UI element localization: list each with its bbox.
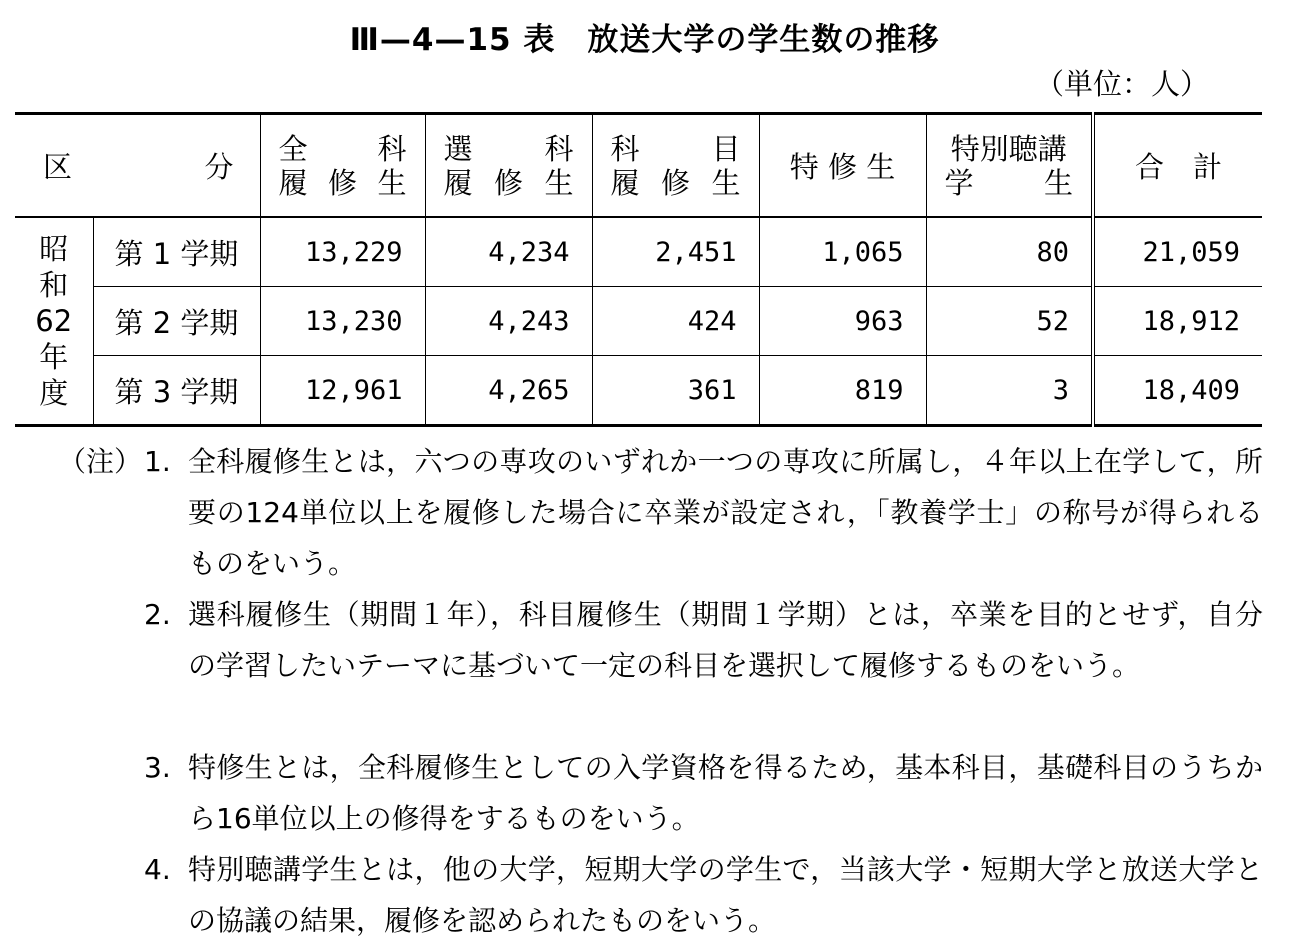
header-text: 特別聴講 — [950, 131, 1067, 166]
note-number: 4. — [144, 853, 171, 886]
header-text: 生 — [1043, 165, 1073, 200]
header-full-course — [260, 114, 425, 218]
header-auditing-student — [926, 114, 1093, 218]
header-subject-course — [592, 114, 759, 218]
table-row — [15, 287, 1262, 356]
notes-label: （注） — [58, 445, 143, 478]
cell-full-course: 13,229 — [260, 217, 425, 287]
header-text: 目 — [711, 131, 741, 166]
header-elective-course — [425, 114, 592, 218]
note-item — [144, 589, 1263, 691]
cell-full-course: 13,230 — [260, 287, 425, 356]
header-text: 生 — [544, 165, 574, 200]
header-section-b: 分 — [204, 150, 234, 184]
table-title: Ⅲ—4—15 表 放送大学の学生数の推移 — [349, 22, 940, 58]
cell-subject-course: 361 — [592, 356, 759, 426]
header-text: 修 — [327, 165, 357, 200]
header-text: 全 — [278, 131, 308, 166]
unit-label: （単位：人） — [1034, 67, 1209, 101]
cell-elective-course: 4,243 — [425, 287, 592, 356]
note-item — [144, 742, 1263, 844]
note-text: 選科履修生（期間１年），科目履修生（期間１学期）とは，卒業を目的とせず，自分の学習したいテーマに基づいて一定の科目を選択して履修するものをいう。 — [188, 598, 1263, 682]
cell-full-course: 12,961 — [260, 356, 425, 426]
note-item — [144, 844, 1263, 946]
note-text: 特別聴講学生とは，他の大学，短期大学の学生で，当該大学・短期大学と放送大学との協議の結果，履修を認められたものをいう。 — [188, 853, 1263, 937]
cell-auditing-student: 3 — [926, 356, 1093, 426]
note-text: 特修生とは，全科履修生としての入学資格を得るため，基本科目，基礎科目のうちから16単位以上の修得をするものをいう。 — [188, 751, 1263, 835]
table-row — [15, 356, 1262, 426]
note-number: 1. — [144, 445, 171, 478]
header-special-student: 特 修 生 — [759, 114, 926, 218]
era-char: 年 — [39, 340, 69, 374]
header-text: 修 — [493, 165, 523, 200]
header-text: 履 — [278, 165, 308, 200]
cell-auditing-student: 52 — [926, 287, 1093, 356]
header-text: 生 — [711, 165, 741, 200]
header-section-a: 区 — [43, 150, 73, 184]
header-text: 科 — [610, 131, 640, 166]
cell-subject-course: 424 — [592, 287, 759, 356]
note-text: 全科履修生とは，六つの専攻のいずれか一つの専攻に所属し，４年以上在学して，所要の124単位以上を履修した場合に卒業が設定され，「教養学士」の称号が得られるものをいう。 — [188, 445, 1263, 580]
cell-auditing-student: 80 — [926, 217, 1093, 287]
cell-total: 18,912 — [1093, 287, 1262, 356]
cell-special-student: 963 — [759, 287, 926, 356]
cell-total: 21,059 — [1093, 217, 1262, 287]
note-number: 3. — [144, 751, 171, 784]
note-item — [144, 436, 1263, 589]
era-char: 度 — [39, 376, 69, 410]
cell-special-student: 819 — [759, 356, 926, 426]
cell-subject-course: 2,451 — [592, 217, 759, 287]
table-row — [15, 217, 1262, 287]
term-label: 第 2 学期 — [93, 287, 260, 356]
cell-elective-course: 4,234 — [425, 217, 592, 287]
era-char: 和 — [39, 268, 69, 302]
header-total: 合 計 — [1093, 114, 1262, 218]
header-row — [15, 114, 1262, 218]
term-label: 第 3 学期 — [93, 356, 260, 426]
cell-total: 18,409 — [1093, 356, 1262, 426]
header-text: 履 — [443, 165, 473, 200]
student-count-table — [15, 112, 1262, 427]
header-text: 修 — [660, 165, 690, 200]
era-char: 昭 — [39, 232, 69, 266]
note-number: 2. — [144, 598, 171, 631]
header-text: 学 — [944, 165, 974, 200]
header-text: 選 — [443, 131, 473, 166]
era-label — [15, 217, 93, 426]
cell-special-student: 1,065 — [759, 217, 926, 287]
header-text: 生 — [377, 165, 407, 200]
era-char: 62 — [35, 304, 73, 338]
cell-elective-course: 4,265 — [425, 356, 592, 426]
header-text: 履 — [610, 165, 640, 200]
header-section — [15, 114, 260, 218]
header-text: 科 — [377, 131, 407, 166]
term-label: 第 1 学期 — [93, 217, 260, 287]
header-text: 科 — [544, 131, 574, 166]
